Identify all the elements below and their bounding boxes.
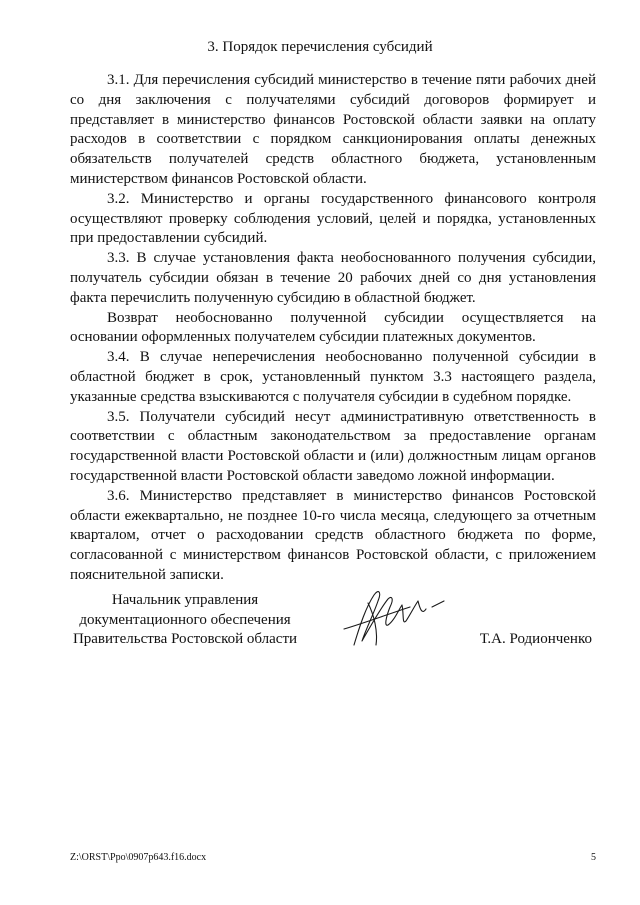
paragraph-refund: Возврат необоснованно полученной субсидии осуществляется на основании оформленных получателем субсидии платежных документов. (70, 309, 596, 346)
signatory-title (70, 591, 300, 650)
paragraph-3-2: 3.2. Министерство и органы государственного финансового контроля осуществляют проверку соблюдения условий, целей и порядка, установленных при предоставлении субсидий. (70, 190, 596, 247)
signatory-title-line: Начальник управления (111, 592, 259, 608)
section-heading: 3. Порядок перечисления субсидий (207, 39, 433, 55)
page-number: 5 (591, 852, 596, 863)
paragraph-3-5: 3.5. Получатели субсидий несут административную ответственность в соответствии с областным законодательством за предоставление органам государственной власти Ростовской области и (или) должностным лицам органов государственной власти Ростовской области заведомо ложной информации. (70, 408, 596, 484)
signatory-title-line: Правительства Ростовской области (72, 631, 298, 647)
paragraph-3-1: 3.1. Для перечисления субсидий министерство в течение пяти рабочих дней со дня заключения с получателями субсидий договоров формирует и представляет в министерство финансов Ростовской области заявки на оплату расходов в соответствии с порядком санкционирования оплаты денежных обязательств получателей средств областного бюджета, установленным министерством финансов Ростовской области. (70, 72, 596, 187)
paragraph-3-4: 3.4. В случае неперечисления необоснованно полученной субсидии в областной бюджет в срок, установленный пунктом 3.3 настоящего раздела, указанные средства взыскиваются с получателя субсидии в судебном порядке. (70, 349, 596, 405)
signatory-name: Т.А. Родионченко (479, 631, 592, 647)
handwritten-signature (340, 585, 460, 651)
file-path: Z:\ORST\Ppo\0907p643.f16.docx (70, 852, 207, 863)
document-body (70, 71, 596, 586)
signatory-title-line: документационного обеспечения (79, 611, 291, 628)
paragraph-3-6: 3.6. Министерство представляет в министерство финансов Ростовской области ежеквартально, не позднее 10-го числа месяца, следующего за отчетным кварталом, отчет о расходовании средств областного бюджета по форме, согласованной с министерством финансов Ростовской области, с приложением пояснительной записки. (70, 487, 596, 583)
signature-block (70, 591, 596, 661)
paragraph-3-3: 3.3. В случае установления факта необоснованного получения субсидии, получатель субсидии обязан в течение 20 рабочих дней со дня установления факта перечислить полученную субсидию в областной бюджет. (70, 250, 596, 306)
